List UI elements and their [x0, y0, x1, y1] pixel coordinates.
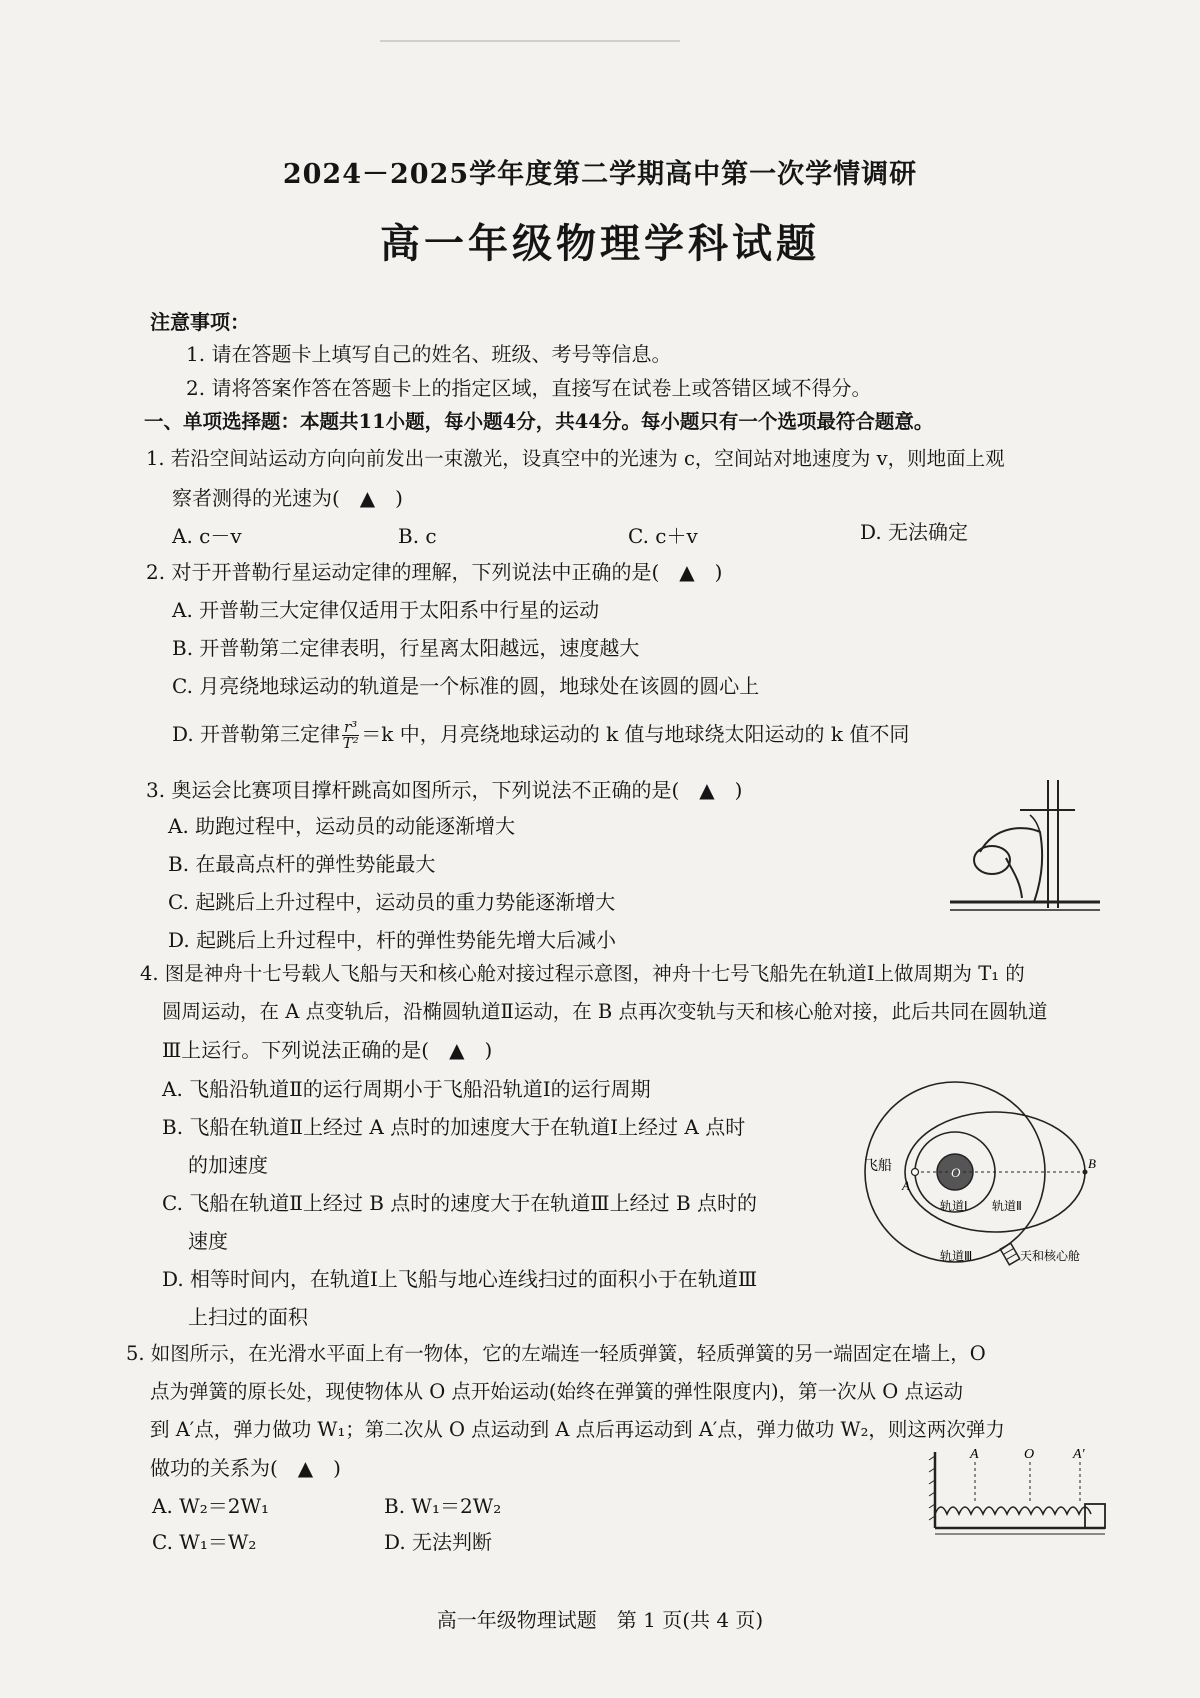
- question-5-option: B. W₁＝2W₂: [384, 1494, 502, 1518]
- orbit-label-b: B: [1088, 1156, 1096, 1171]
- question-4-option-cont: 的加速度: [188, 1153, 268, 1177]
- question-3-option: D. 起跳后上升过程中，杆的弹性势能先增大后减小: [168, 928, 617, 952]
- question-1-option: B. c: [398, 524, 437, 548]
- question-4-option-cont: 上扫过的面积: [188, 1305, 308, 1329]
- fraction-denominator: T²: [342, 734, 359, 752]
- orbit-label-2: 轨道Ⅱ: [992, 1199, 1022, 1213]
- question-5-option: D. 无法判断: [384, 1530, 493, 1554]
- pole-vault-figure: [950, 770, 1120, 920]
- question-3-option: B. 在最高点杆的弹性势能最大: [168, 852, 436, 876]
- question-1-option: C. c＋v: [628, 524, 698, 548]
- question-3-option: C. 起跳后上升过程中，运动员的重力势能逐渐增大: [168, 890, 616, 914]
- orbit-label-a: A: [902, 1178, 910, 1193]
- subject-title: 高一年级物理学科试题: [380, 220, 820, 267]
- option-d-prefix: D. 开普勒第三定律: [172, 722, 341, 746]
- notice-item: 1. 请在答题卡上填写自己的姓名、班级、考号等信息。: [186, 342, 672, 366]
- question-4-option: D. 相等时间内，在轨道Ⅰ上飞船与地心连线扫过的面积小于在轨道Ⅲ: [162, 1267, 758, 1291]
- question-4-text: 4. 图是神舟十七号载人飞船与天和核心舱对接过程示意图，神舟十七号飞船先在轨道Ⅰ上做周期为 T₁ 的: [140, 962, 1025, 985]
- question-3-text: 3. 奥运会比赛项目撑杆跳高如图所示，下列说法不正确的是( ▲ ): [146, 778, 743, 802]
- orbit-label-station: 天和核心舱: [1020, 1249, 1081, 1263]
- question-5-text: 到 A′点，弹力做功 W₁；第二次从 O 点运动到 A 点后再运动到 A′点，弹力做功 W₂，则这两次弹力: [150, 1418, 1005, 1441]
- page-footer: 高一年级物理试题 第 1 页(共 4 页): [436, 1608, 764, 1632]
- question-5-option: C. W₁＝W₂: [152, 1530, 257, 1554]
- question-4-text: Ⅲ上运行。下列说法正确的是( ▲ ): [162, 1038, 493, 1062]
- section-heading: 一、单项选择题：本题共11小题，每小题4分，共44分。每小题只有一个选项最符合题意。: [144, 410, 934, 433]
- question-2-option: B. 开普勒第二定律表明，行星离太阳越远，速度越大: [172, 636, 640, 660]
- question-2-option-d: [172, 720, 909, 751]
- orbit-label-3: 轨道Ⅲ: [940, 1249, 973, 1263]
- spring-label-a-prime: A′: [1073, 1447, 1085, 1462]
- orbit-label-ship: 飞船: [864, 1159, 892, 1174]
- fraction-numerator: r³: [344, 718, 358, 736]
- question-1-option: A. c－v: [172, 524, 242, 548]
- question-1-text: 1. 若沿空间站运动方向向前发出一束激光，设真空中的光速为 c，空间站对地速度为 v，则地面上观: [146, 447, 1005, 470]
- notice-item: 2. 请将答案作答在答题卡上的指定区域，直接写在试卷上或答错区域不得分。: [186, 376, 872, 400]
- orbit-label-1: 轨道Ⅰ: [940, 1199, 968, 1213]
- question-4-option: C. 飞船在轨道Ⅱ上经过 B 点时的速度大于在轨道Ⅲ上经过 B 点时的: [162, 1191, 758, 1215]
- question-5-option: A. W₂＝2W₁: [152, 1494, 270, 1518]
- exam-title: 2024－2025学年度第二学期高中第一次学情调研: [282, 159, 918, 190]
- question-5-text: 点为弹簧的原长处，现使物体从 O 点开始运动(始终在弹簧的弹性限度内)，第一次从 O 点运动: [150, 1380, 963, 1403]
- orbit-figure: [860, 1082, 1110, 1282]
- question-5-text: 做功的关系为( ▲ ): [150, 1456, 341, 1480]
- question-2-text: 2. 对于开普勒行星运动定律的理解，下列说法中正确的是( ▲ ): [146, 560, 723, 584]
- question-3-option: A. 助跑过程中，运动员的动能逐渐增大: [168, 814, 516, 838]
- spring-label-a: A: [970, 1447, 979, 1462]
- question-4-option: A. 飞船沿轨道Ⅱ的运行周期小于飞船沿轨道Ⅰ的运行周期: [162, 1077, 651, 1101]
- question-2-option: A. 开普勒三大定律仅适用于太阳系中行星的运动: [172, 598, 600, 622]
- question-1-text: 察者测得的光速为( ▲ ): [172, 486, 403, 510]
- kepler-fraction: [342, 720, 359, 751]
- scan-artifact-line: [380, 40, 680, 42]
- spring-figure: [925, 1448, 1115, 1538]
- question-4-option-cont: 速度: [188, 1229, 228, 1253]
- question-4-option: B. 飞船在轨道Ⅱ上经过 A 点时的加速度大于在轨道Ⅰ上经过 A 点时: [162, 1115, 746, 1139]
- question-1-option: D. 无法确定: [860, 520, 969, 544]
- spring-label-o: O: [1024, 1447, 1035, 1462]
- option-d-suffix: ＝k 中，月亮绕地球运动的 k 值与地球绕太阳运动的 k 值不同: [361, 722, 910, 746]
- orbit-label-o: O: [951, 1165, 961, 1180]
- notice-heading: 注意事项：: [150, 310, 250, 334]
- question-5-text: 5. 如图所示，在光滑水平面上有一物体，它的左端连一轻质弹簧，轻质弹簧的另一端固定在墙上，O: [126, 1342, 986, 1365]
- question-4-text: 圆周运动，在 A 点变轨后，沿椭圆轨道Ⅱ运动，在 B 点再次变轨与天和核心舱对接，此后共同在圆轨道: [162, 1000, 1048, 1023]
- question-2-option: C. 月亮绕地球运动的轨道是一个标准的圆，地球处在该圆的圆心上: [172, 674, 760, 698]
